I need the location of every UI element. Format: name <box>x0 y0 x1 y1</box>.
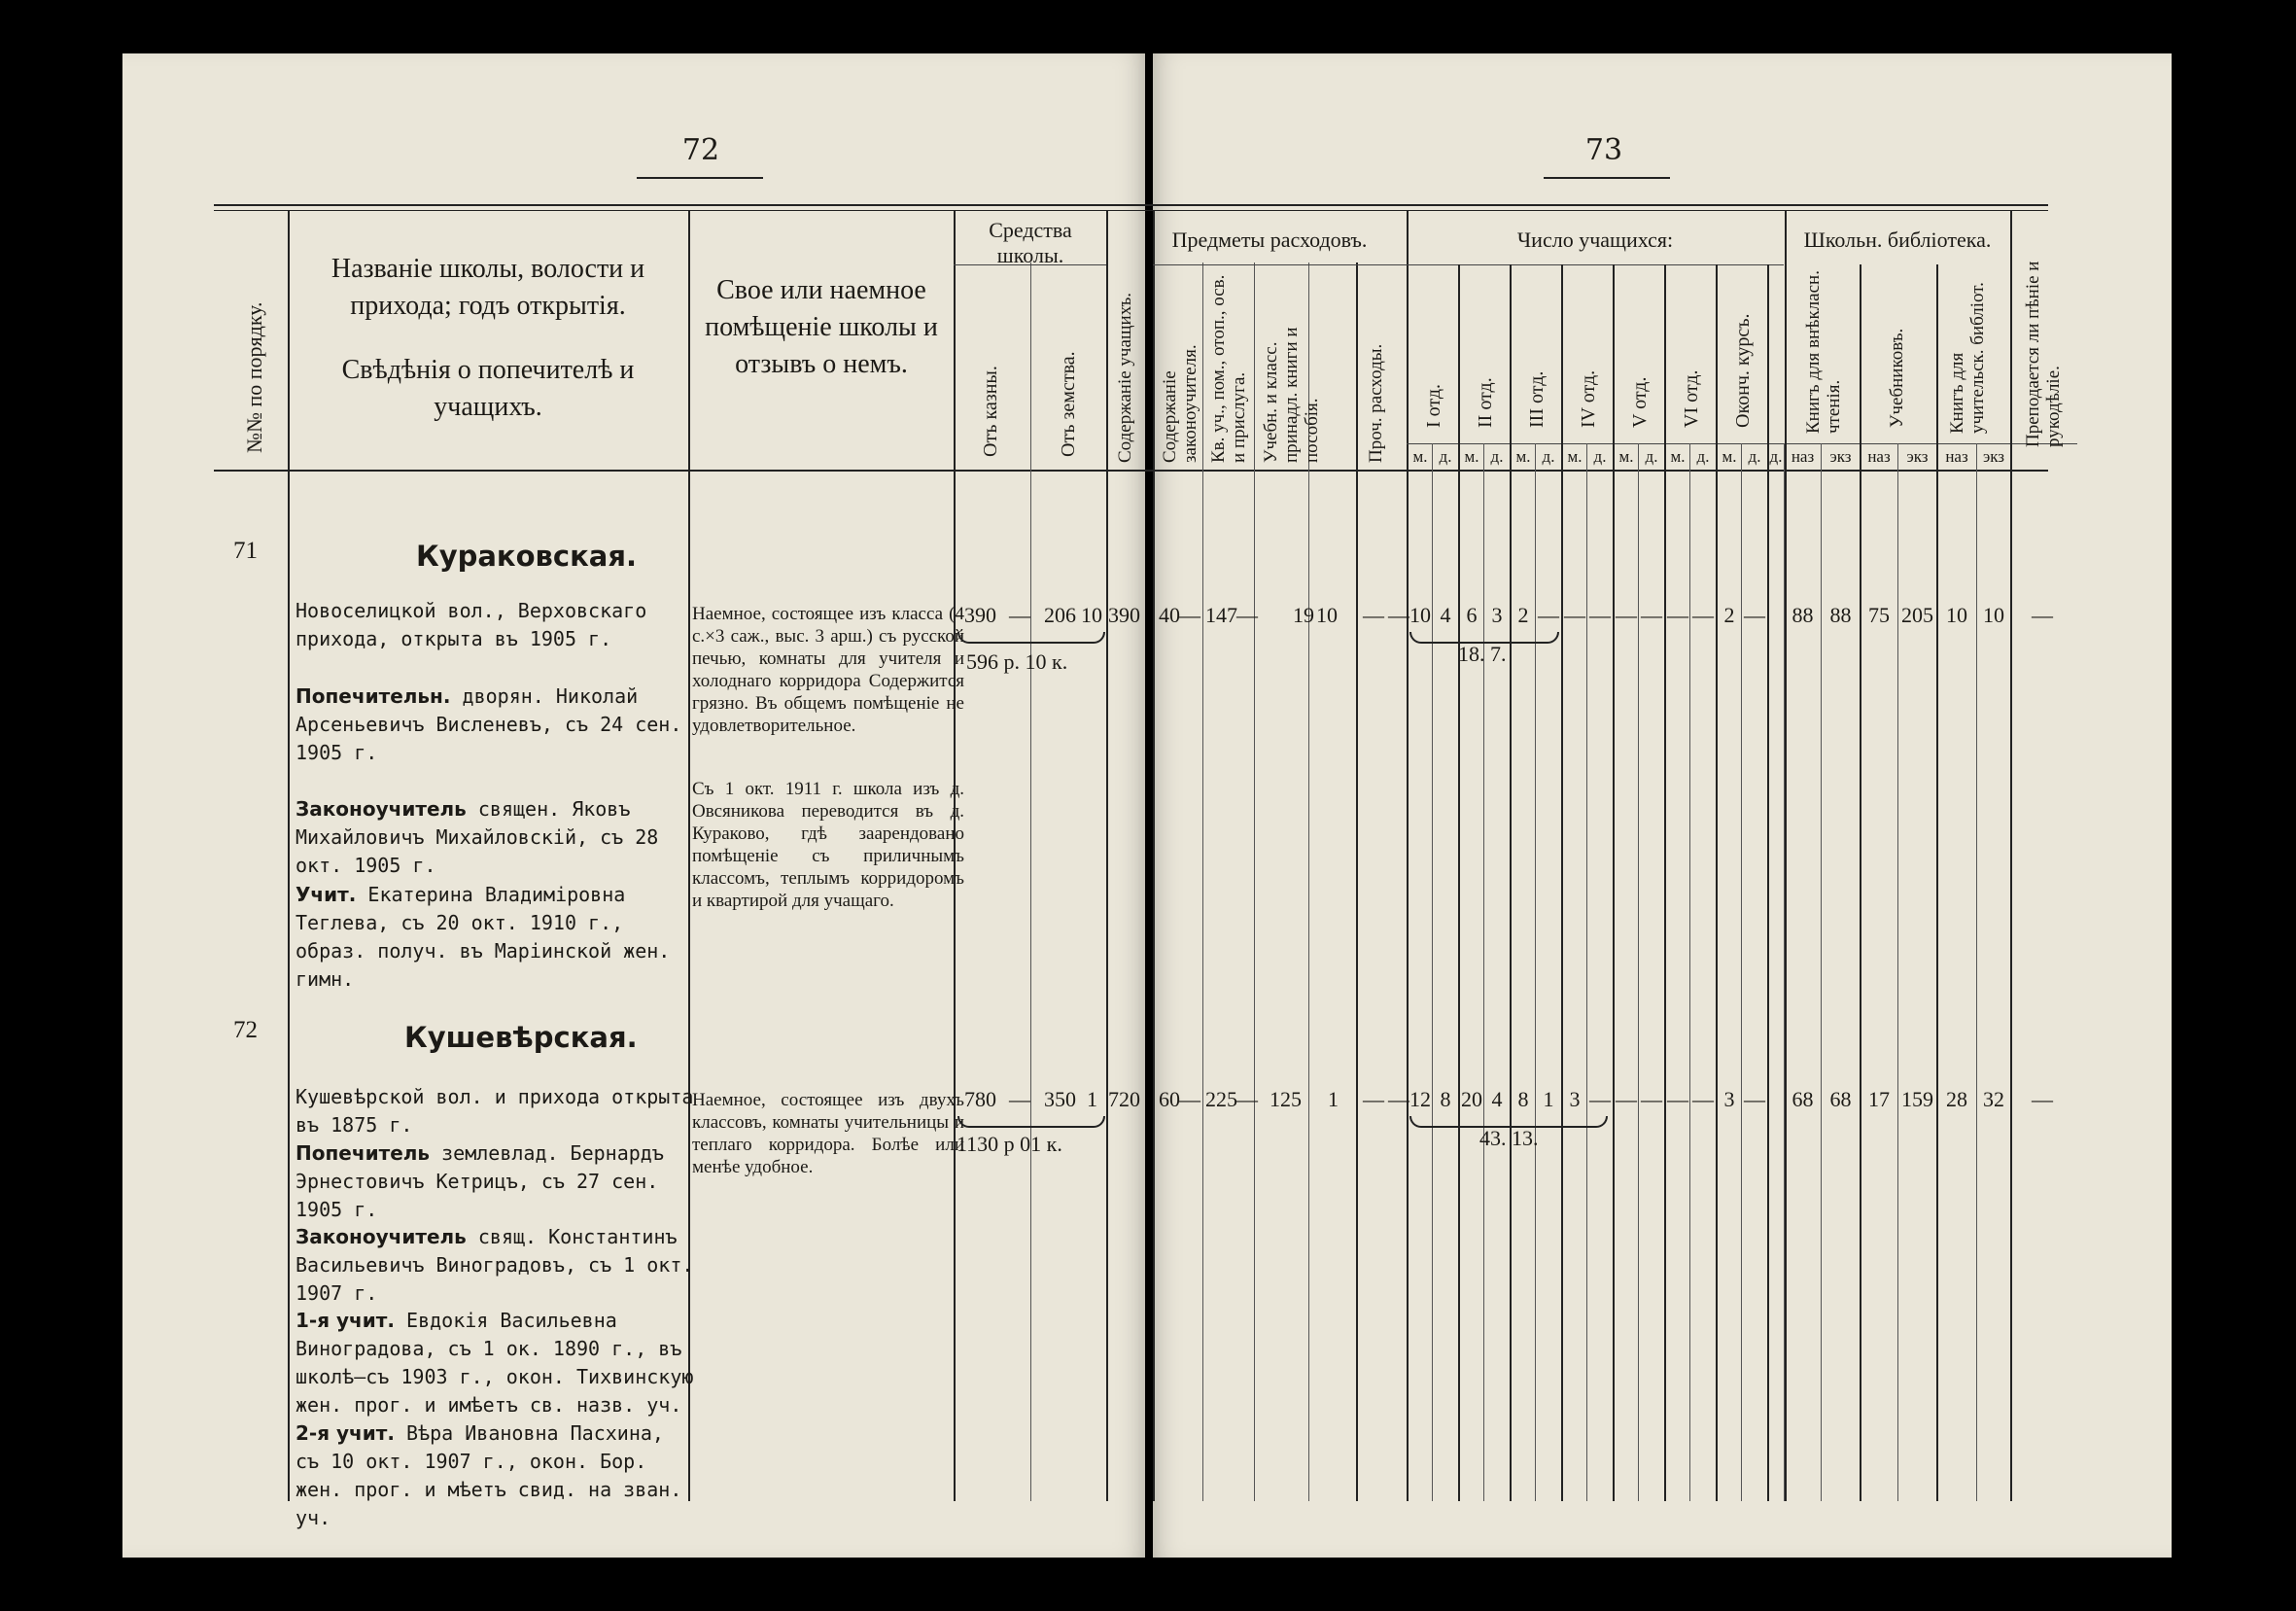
sub-d: д. <box>1696 447 1710 466</box>
header-zemstvo: Отъ земства. <box>1058 351 1079 457</box>
law-pay: 60 <box>1159 1087 1180 1111</box>
pupils-cell: 8 <box>1517 1087 1529 1111</box>
header-div1: I отд. <box>1423 383 1444 428</box>
col-divider <box>1586 443 1587 1501</box>
lib-value: 75 <box>1868 603 1890 627</box>
zemstvo-value: 206 <box>1044 603 1076 627</box>
header-lib-textbooks: Учебниковъ. <box>1887 328 1907 428</box>
col-divider <box>1535 443 1536 1501</box>
col-divider <box>1432 443 1433 1501</box>
pupils-cell: 10 <box>1409 603 1431 627</box>
premises-info: Наемное, состоящее изъ класса (4 с.×3 саж., выс. 3 арш.) съ русской печью, комнаты для учителя и холоднаго корридора Содержится грязно. Въ общемъ помѣщеніе не удовлетворительное. <box>692 604 964 736</box>
sub-d: д. <box>1645 447 1658 466</box>
law-pay: 40 <box>1159 603 1180 627</box>
sub-d: д. <box>1769 447 1783 466</box>
sub-naz: наз <box>1867 447 1891 466</box>
premises-info: Наемное, состоящее изъ двухъ классовъ, комнаты учительницы и теплаго корридора. Болѣе или менѣе удобное. <box>692 1090 964 1177</box>
law-teacher-info: Законоучитель свящ. Константинъ Васильевичъ Виноградовъ, съ 1 окт. 1907 г. <box>296 1225 694 1305</box>
header-order: №№ по порядку. <box>242 301 266 453</box>
subheader-rule <box>1153 264 1407 265</box>
sub-naz: наз <box>1791 447 1815 466</box>
header-lib-teachers: Книгъ для учительск. библіот. <box>1947 282 1988 434</box>
pupils-cell: — <box>1616 603 1637 627</box>
lib-value: 159 <box>1901 1087 1933 1111</box>
header-funds: Средства школы. <box>989 218 1072 268</box>
other-value: — <box>1363 603 1384 627</box>
dash: — <box>1236 603 1258 627</box>
sub-d: д. <box>1593 447 1607 466</box>
col-divider <box>1689 443 1690 1501</box>
pupils-cell: — <box>1564 603 1585 627</box>
pupils-total: 43. 13. <box>1479 1126 1539 1150</box>
funds-brace <box>957 632 1105 644</box>
lib-value: 10 <box>1946 603 1967 627</box>
premises-note: Съ 1 окт. 1911 г. школа изъ д. Овсяникова переводится въ д. Кураково, гдѣ заарендовано помѣщеніе съ приличнымъ классомъ, теплымъ корридоромъ и квартирой для учащаго. <box>692 779 964 911</box>
col-divider <box>2010 210 2012 1501</box>
school-number: 71 <box>233 538 258 564</box>
pupils-cell: — <box>1692 603 1714 627</box>
pupils-cell: — <box>1616 1087 1637 1111</box>
lib-value: 88 <box>1792 603 1814 627</box>
graduated-m: 3 <box>1723 1087 1735 1111</box>
school-info: Кушевѣрской вол. и прихода открыта въ 1875 г. <box>296 1085 694 1137</box>
pupils-cell: — <box>1641 1087 1662 1111</box>
trustee-info: Попечительн. дворян. Николай Арсеньевичъ Висленевъ, съ 24 сен. 1905 г. <box>296 684 682 764</box>
teacher2-info: 2-я учит. Вѣра Ивановна Пасхина, съ 10 окт. 1907 г., окон. Бор. жен. прог. и мѣетъ свид. на зван. уч. <box>296 1421 682 1529</box>
header-div5: V отд. <box>1629 376 1651 428</box>
lib-value: 10 <box>1983 603 2004 627</box>
apartment-value: 147 <box>1205 603 1237 627</box>
apartment-value: 225 <box>1205 1087 1237 1111</box>
sub-m: м. <box>1618 447 1634 466</box>
col-divider <box>1202 263 1203 1501</box>
teachers-pay: 390 <box>1108 603 1140 627</box>
sub-m: м. <box>1670 447 1686 466</box>
pupils-cell: 4 <box>1491 1087 1503 1111</box>
pupils-cell: 20 <box>1461 1087 1482 1111</box>
header-div2: II отд. <box>1475 377 1496 428</box>
pupils-cell: — <box>1641 603 1662 627</box>
school-info: Новоселицкой вол., Верховскаго прихода, открыта въ 1905 г. <box>296 599 647 650</box>
col-divider <box>1254 263 1255 1501</box>
dash: — <box>1179 1087 1200 1111</box>
sub-d: д. <box>1490 447 1504 466</box>
books-kopecks: 1 <box>1328 1087 1339 1111</box>
page-number-right: 73 <box>1584 133 1623 167</box>
header-div4: IV отд. <box>1578 369 1599 428</box>
header-premises: Свое или наемное помѣщеніе школы и отзывъ о немъ. <box>705 275 938 379</box>
pupils-cell: 6 <box>1466 603 1478 627</box>
funds-total: 1130 р 01 к. <box>957 1132 1062 1156</box>
header-expenses: Предметы расходовъ. <box>1171 228 1368 252</box>
table-top-rule-inner <box>214 210 2048 211</box>
dash: — <box>1236 1087 1258 1111</box>
singing-value: — <box>2032 603 2053 627</box>
zemstvo-kopecks: 10 <box>1081 603 1102 627</box>
header-library: Школьн. библіотека. <box>1803 228 1992 252</box>
header-singing: Преподается ли пѣніе и рукодѣліе. <box>2023 261 2064 447</box>
teacher-info: Учит. Екатерина Владиміровна Теглева, съ 20 окт. 1910 г., образ. получ. въ Маріинской жен. гимн. <box>296 883 671 991</box>
pupils-cell: 8 <box>1440 1087 1451 1111</box>
sub-m: м. <box>1464 447 1479 466</box>
books-value: 125 <box>1270 1087 1302 1111</box>
pupils-cell: — <box>1589 1087 1611 1111</box>
dash: — <box>1009 1087 1030 1111</box>
zemstvo-kopecks: 1 <box>1087 1087 1097 1111</box>
sub-naz: наз <box>1945 447 1968 466</box>
lib-value: 88 <box>1829 603 1852 627</box>
graduated-d: — <box>1744 1087 1765 1111</box>
sub-ekz: экз <box>1829 447 1852 466</box>
pupils-cell: — <box>1692 1087 1714 1111</box>
pupils-cell: — <box>1538 603 1559 627</box>
pupils-cell: — <box>1589 603 1611 627</box>
header-teachers-pay: Содержаніе учащихъ. <box>1115 292 1135 463</box>
pupils-cell: 12 <box>1409 1087 1431 1111</box>
col-divider <box>1407 210 1409 1501</box>
col-divider <box>1638 443 1639 1501</box>
pupils-cell: — <box>1667 1087 1688 1111</box>
lib-value: 17 <box>1868 1087 1890 1111</box>
lib-value: 68 <box>1792 1087 1814 1111</box>
header-bottom-rule <box>214 470 2048 472</box>
header-books: Учебн. и класс. принадл. книги и пособія. <box>1261 327 1322 463</box>
header-name: Названіе школы, волости и прихода; годъ открытія. <box>330 254 645 321</box>
lib-value: 28 <box>1946 1087 1967 1111</box>
law-teacher-info: Законоучитель священ. Яковъ Михайловичъ Михайловскій, съ 28 окт. 1905 г. <box>296 797 659 877</box>
subheader-rule <box>1407 264 1784 265</box>
col-divider <box>1483 443 1484 1501</box>
zemstvo-value: 350 <box>1044 1087 1076 1111</box>
col-divider <box>1356 263 1358 1501</box>
dash: — <box>1388 603 1409 627</box>
dash: — <box>1009 603 1030 627</box>
pupils-total: 18. 7. <box>1458 642 1507 666</box>
school-number: 72 <box>233 1017 258 1043</box>
treasury-value: 390 <box>964 603 996 627</box>
col-divider <box>1153 210 1155 1501</box>
pupils-cell: 3 <box>1491 603 1503 627</box>
sub-d: д. <box>1542 447 1555 466</box>
sub-m: м. <box>1722 447 1737 466</box>
school-name: Кушевѣрская. <box>404 1021 638 1054</box>
header-graduated: Оконч. курсъ. <box>1732 313 1754 428</box>
sub-m: м. <box>1567 447 1583 466</box>
pupils-cell: 3 <box>1569 1087 1581 1111</box>
sub-m: м. <box>1515 447 1531 466</box>
lib-value: 205 <box>1901 603 1933 627</box>
header-lib-reading: Книгъ для внѣкласн. чтенія. <box>1803 270 1844 434</box>
graduated-m: 2 <box>1723 603 1735 627</box>
table-top-rule <box>214 204 2048 206</box>
sub-ekz: экз <box>1906 447 1929 466</box>
page-number-underline <box>637 177 763 179</box>
trustee-info: Попечитель землевлад. Бернардъ Эрнестовичъ Кетрицъ, съ 27 сен. 1905 г. <box>296 1141 664 1221</box>
header-law-pay: Содержаніе законоучителя. <box>1160 344 1200 463</box>
pupils-cell: — <box>1667 603 1688 627</box>
pupils-cell: 4 <box>1440 603 1451 627</box>
teachers-pay: 720 <box>1108 1087 1140 1111</box>
page-number-left: 72 <box>681 133 720 167</box>
col-divider <box>1106 210 1108 1501</box>
header-apartment: Кв. уч., пом., отоп., осв. и прислуга. <box>1208 274 1249 463</box>
sub-ekz: экз <box>1982 447 2005 466</box>
page-number-underline <box>1544 177 1670 179</box>
col-divider <box>1030 263 1031 1501</box>
books-kopecks: 10 <box>1316 603 1338 627</box>
other-value: — <box>1363 1087 1384 1111</box>
dash: — <box>1179 603 1200 627</box>
treasury-value: 780 <box>964 1087 996 1111</box>
header-other: Проч. расходы. <box>1366 343 1386 463</box>
col-divider <box>1785 210 1787 1501</box>
pupils-cell: 2 <box>1517 603 1529 627</box>
header-div3: III отд. <box>1526 370 1548 428</box>
header-trustees: Свѣдѣнія о попечителѣ и учащихъ. <box>341 355 635 422</box>
sub-d: д. <box>1748 447 1761 466</box>
books-value: 19 <box>1293 603 1314 627</box>
col-divider <box>1741 443 1742 1501</box>
lib-value: 68 <box>1829 1087 1852 1111</box>
funds-brace <box>957 1116 1105 1128</box>
sub-d: д. <box>1439 447 1452 466</box>
funds-total: 596 р. 10 к. <box>966 649 1068 674</box>
pupils-cell: 1 <box>1543 1087 1554 1111</box>
graduated-d: — <box>1744 603 1765 627</box>
sub-m: м. <box>1412 447 1428 466</box>
school-name: Кураковская. <box>416 540 637 573</box>
lib-value: 32 <box>1983 1087 2004 1111</box>
header-div6: VI отд. <box>1681 369 1702 428</box>
dash: — <box>1388 1087 1409 1111</box>
header-treasury: Отъ казны. <box>980 366 1001 457</box>
header-pupils: Число учащихся: <box>1516 228 1674 252</box>
singing-value: — <box>2032 1087 2053 1111</box>
teacher-info: 1-я учит. Евдокія Васильевна Виноградова, съ 1 ок. 1890 г., въ школѣ—съ 1903 г., окон. Тихвинскую жен. прог. и имѣетъ св. назв. уч. <box>296 1309 694 1417</box>
